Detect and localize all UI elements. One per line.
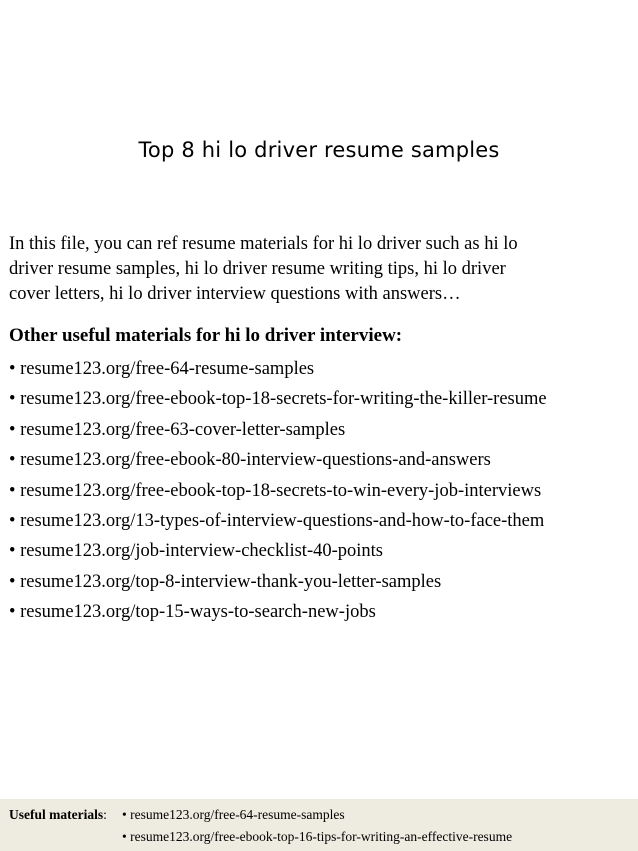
material-link[interactable]: • resume123.org/free-64-resume-samples bbox=[9, 359, 315, 379]
material-link[interactable]: • resume123.org/free-ebook-top-18-secrets-for-writing-the-killer-resume bbox=[9, 389, 547, 410]
material-link[interactable]: • resume123.org/job-interview-checklist-40-points bbox=[9, 541, 383, 562]
footer-link[interactable]: • resume123.org/free-ebook-top-16-tips-for-writing-an-effective-resume bbox=[122, 829, 513, 844]
footer-label bbox=[9, 807, 107, 823]
intro-paragraph bbox=[9, 232, 629, 307]
page-title: Top 8 hi lo driver resume samples bbox=[138, 138, 500, 162]
footer-label-text: Useful materials bbox=[9, 807, 104, 822]
footer-bar bbox=[0, 799, 638, 851]
intro-line: In this file, you can ref resume materials for hi lo driver such as hi lo bbox=[9, 234, 518, 254]
footer-label-separator: : bbox=[103, 807, 107, 822]
material-link[interactable]: • resume123.org/top-15-ways-to-search-new-jobs bbox=[9, 602, 376, 623]
materials-link-list bbox=[9, 354, 547, 628]
material-link[interactable]: • resume123.org/free-ebook-80-interview-questions-and-answers bbox=[9, 450, 491, 471]
material-link[interactable]: • resume123.org/free-ebook-top-18-secrets-to-win-every-job-interviews bbox=[9, 480, 542, 501]
material-link[interactable]: • resume123.org/top-8-interview-thank-you-letter-samples bbox=[9, 571, 442, 592]
footer-link[interactable]: • resume123.org/free-64-resume-samples bbox=[122, 807, 345, 822]
materials-heading: Other useful materials for hi lo driver interview: bbox=[9, 325, 403, 346]
intro-line: cover letters, hi lo driver interview questions with answers… bbox=[9, 284, 461, 304]
material-link[interactable]: • resume123.org/13-types-of-interview-questions-and-how-to-face-them bbox=[9, 511, 545, 532]
material-link[interactable]: • resume123.org/free-63-cover-letter-samples bbox=[9, 419, 346, 440]
intro-line: driver resume samples, hi lo driver resume writing tips, hi lo driver bbox=[9, 259, 506, 279]
